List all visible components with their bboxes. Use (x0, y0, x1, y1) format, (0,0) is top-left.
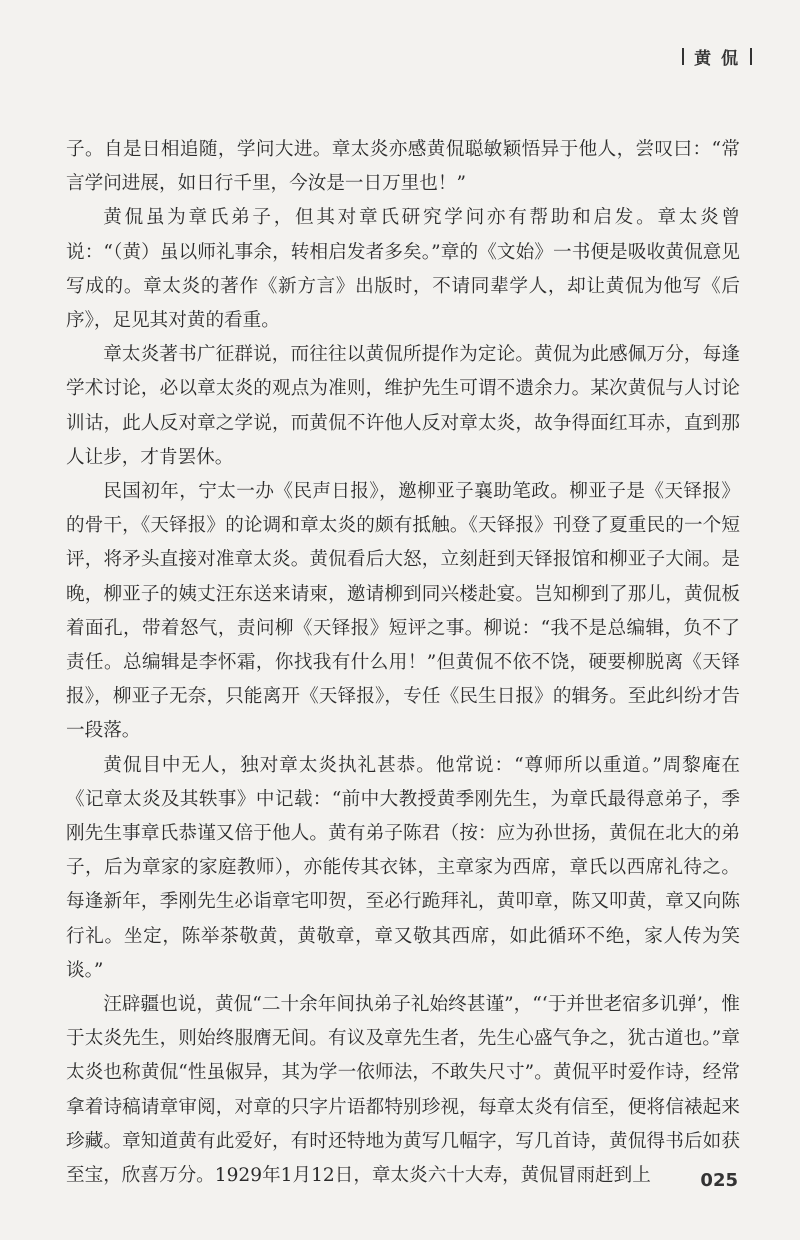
paragraph-6: 汪辟疆也说，黄侃“二十余年间执弟子礼始终甚谨”，“‘于并世老宿多讥弹’，惟于太炎先生，则始终服膺无间。有议及章先生者，先生心盛气争之，犹古道也。”章太炎也称黄侃“性虽俶异，其为学一依师法，不敢失尺寸”。黄侃平时爱作诗，经常拿着诗稿请章审阅，对章的只字片语都特别珍视，每章太炎有信至，便将信裱起来珍藏。章知道黄有此爱好，有时还特地为黄写几幅字，写几首诗，黄侃得书后如获至宝，欣喜万分。1929年1月12日，章太炎六十大寿，黄侃冒雨赶到上 (66, 994, 740, 1187)
body-text (66, 133, 740, 1193)
header-left-bar (682, 48, 684, 65)
page-number: 025 (700, 1170, 738, 1191)
paragraph-4: 民国初年，宁太一办《民声日报》，邀柳亚子襄助笔政。柳亚子是《天铎报》的骨干，《天铎报》的论调和章太炎的颇有抵触。《天铎报》刊登了夏重民的一个短评，将矛头直接对准章太炎。黄侃看后大怒，立刻赶到天铎报馆和柳亚子大闹。是晚，柳亚子的姨丈汪东送来请柬，邀请柳到同兴楼赴宴。岂知柳到了那儿，黄侃板着面孔，带着怒气，责问柳《天铎报》短评之事。柳说：“我不是总编辑，负不了责任。总编辑是李怀霜，你找我有什么用！”但黄侃不依不饶，硬要柳脱离《天铎报》，柳亚子无奈，只能离开《天铎报》，专任《民生日报》的辑务。至此纠纷才告一段落。 (66, 481, 740, 742)
paragraph-3: 章太炎著书广征群说，而往往以黄侃所提作为定论。黄侃为此感佩万分，每逢学术讨论，必以章太炎的观点为准则，维护先生可谓不遗余力。某次黄侃与人讨论训诂，此人反对章之学说，而黄侃不许他人反对章太炎，故争得面红耳赤，直到那人让步，才肯罢休。 (66, 344, 740, 468)
paragraph-5: 黄侃目中无人，独对章太炎执礼甚恭。他常说：“尊师所以重道。”周黎庵在《记章太炎及其轶事》中记载：“前中大教授黄季刚先生，为章氏最得意弟子，季刚先生事章氏恭谨又倍于他人。黄有弟子陈君（按：应为孙世扬，黄侃在北大的弟子，后为章家的家庭教师），亦能传其衣钵，主章家为西席，章氏以西席礼待之。每逢新年，季刚先生必诣章宅叩贺，至必行跪拜礼，黄叩章，陈又叩黄，章又向陈行礼。坐定，陈举茶敬黄，黄敬章，章又敬其西席，如此循环不绝，家人传为笑谈。” (66, 754, 740, 981)
paragraph-1: 子。自是日相追随，学问大进。章太炎亦感黄侃聪敏颖悟异于他人，尝叹曰：“常言学问进展，如日行千里，今汝是一日万里也！” (66, 139, 740, 195)
paragraph-2: 黄侃虽为章氏弟子，但其对章氏研究学问亦有帮助和启发。章太炎曾说：“（黄）虽以师礼事余，转相启发者多矣。”章的《文始》一书便是吸收黄侃意见写成的。章太炎的著作《新方言》出版时，不请同辈学人，却让黄侃为他写《后序》，足见其对黄的看重。 (66, 207, 740, 332)
running-header (682, 44, 752, 69)
running-header-title: 黄 侃 (694, 49, 740, 69)
header-right-bar (750, 48, 752, 65)
